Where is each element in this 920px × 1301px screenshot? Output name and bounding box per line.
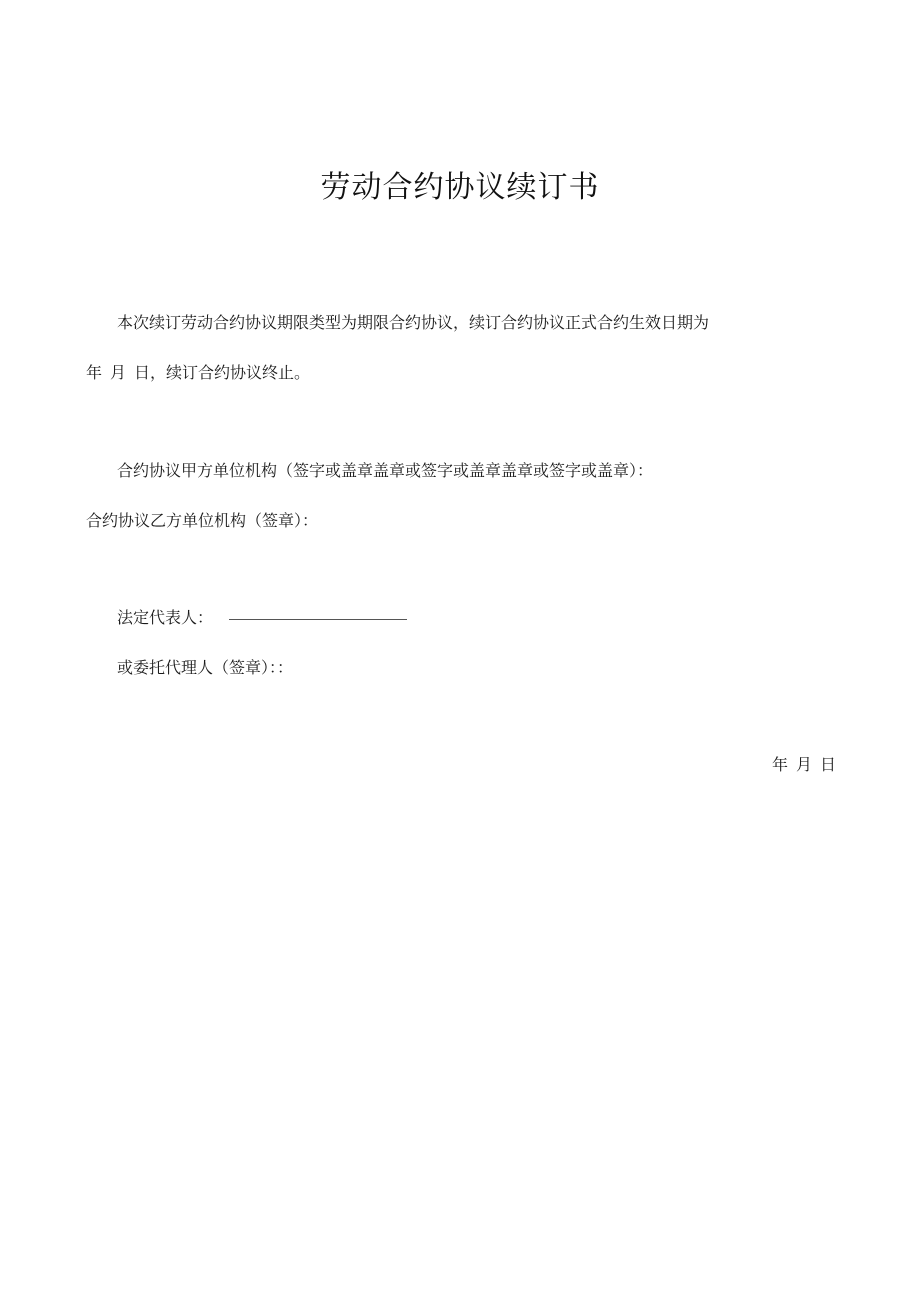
signature-blank-line: [229, 618, 407, 620]
party-b-signature-label: 合约协议乙方单位机构（签章）：: [86, 511, 319, 530]
party-a-signature-label: 合约协议甲方单位机构（签字或盖章盖章或签字或盖章盖章或签字或盖章）：: [117, 461, 654, 480]
legal-representative-label: 法定代表人：: [117, 608, 214, 627]
legal-representative-row: [117, 607, 407, 629]
renewal-month-label: 月: [110, 363, 127, 382]
signing-date-year: 年: [771, 755, 788, 774]
document-title: 劳动合约协议续订书: [320, 170, 600, 205]
signing-date-day: 日: [819, 755, 836, 774]
renewal-term-text-line2: [86, 362, 310, 384]
renewal-term-text-line1: 本次续订劳动合约协议期限类型为期限合约协议，续订合约协议正式合约生效日期为: [117, 313, 710, 332]
renewal-year-label: 年: [86, 363, 103, 382]
signing-date: [772, 754, 836, 776]
renewal-day-label: 日，续订合约协议终止。: [134, 363, 311, 382]
authorized-agent-label: 或委托代理人（签章）：：: [117, 658, 294, 677]
signing-date-month: 月: [795, 755, 812, 774]
